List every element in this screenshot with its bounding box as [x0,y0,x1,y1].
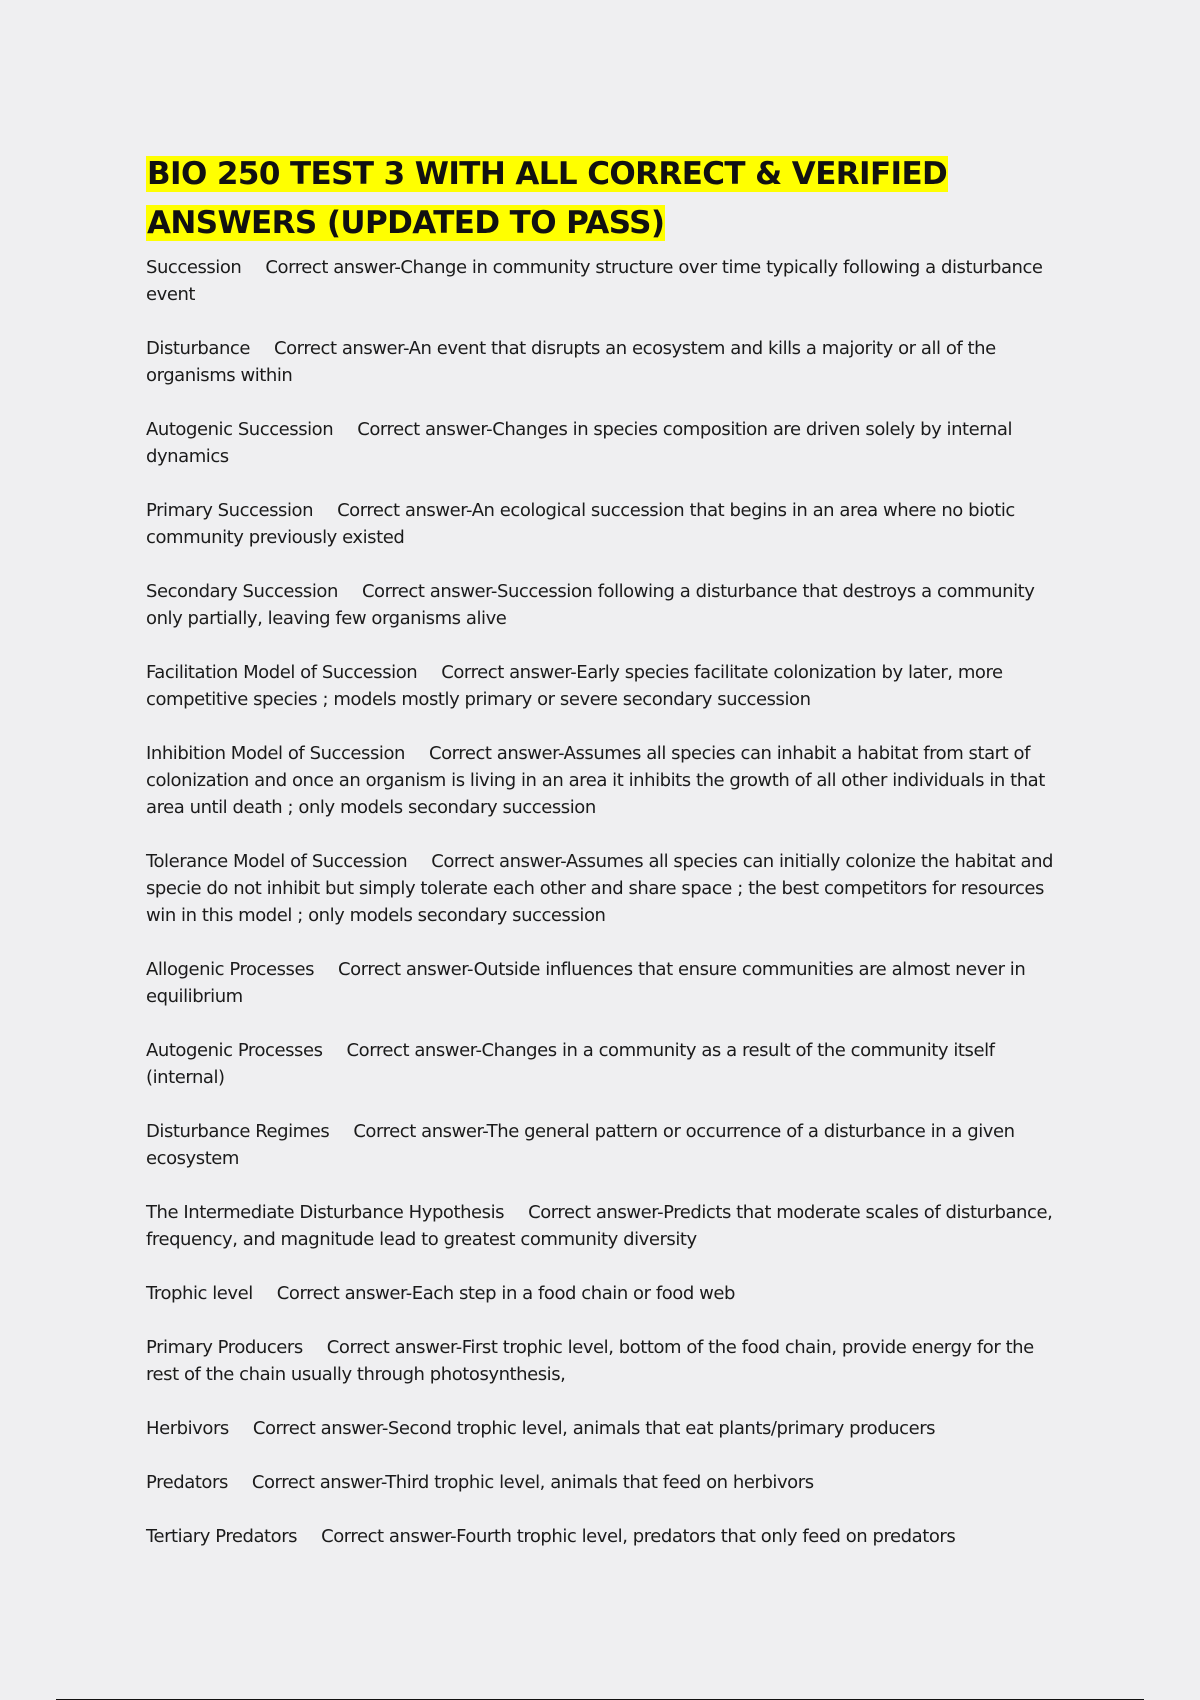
qa-term: Facilitation Model of Succession [146,662,418,683]
qa-entry [146,1199,1066,1253]
qa-term: Predators [146,1472,228,1493]
qa-answer: Correct answer-An ecological succession that begins in an area where no biotic community previously existed [146,500,1015,548]
qa-term: Secondary Succession [146,581,338,602]
qa-term: Inhibition Model of Succession [146,743,405,764]
qa-list [146,254,1066,1550]
qa-term: Disturbance [146,338,250,359]
qa-term: Allogenic Processes [146,959,315,980]
qa-answer: Correct answer-Fourth trophic level, predators that only feed on predators [321,1526,956,1547]
qa-term: Autogenic Succession [146,419,334,440]
qa-entry [146,335,1066,389]
qa-entry [146,1523,1066,1550]
qa-answer: Correct answer-The general pattern or occurrence of a disturbance in a given ecosystem [146,1121,1015,1169]
qa-entry [146,848,1066,929]
qa-term: Autogenic Processes [146,1040,323,1061]
qa-answer: Correct answer-Second trophic level, animals that eat plants/primary producers [252,1418,936,1439]
qa-term: The Intermediate Disturbance Hypothesis [146,1202,505,1223]
qa-entry [146,1037,1066,1091]
qa-answer: Correct answer-Changes in a community as a result of the community itself (internal) [146,1040,995,1088]
qa-entry [146,659,1066,713]
qa-entry [146,956,1066,1010]
qa-answer: Correct answer-Succession following a disturbance that destroys a community only partially, leaving few organisms alive [146,581,1035,629]
document-title [146,150,1066,248]
qa-entry [146,1469,1066,1496]
qa-answer: Correct answer-Each step in a food chain or food web [276,1283,735,1304]
qa-term: Tolerance Model of Succession [146,851,408,872]
qa-answer: Correct answer-Changes in species composition are driven solely by internal dynamics [146,419,1013,467]
qa-term: Primary Producers [146,1337,303,1358]
qa-answer: Correct answer-An event that disrupts an ecosystem and kills a majority or all of the organisms within [146,338,996,386]
qa-entry [146,578,1066,632]
qa-entry [146,1118,1066,1172]
qa-entry [146,1415,1066,1442]
qa-term: Herbivors [146,1418,229,1439]
title-highlight: BIO 250 TEST 3 WITH ALL CORRECT & VERIFIED ANSWERS (UPDATED TO PASS) [147,156,948,241]
qa-entry [146,254,1066,308]
document-body [146,150,1066,1577]
qa-entry [146,416,1066,470]
qa-term: Trophic level [146,1283,253,1304]
qa-answer: Correct answer-Outside influences that ensure communities are almost never in equilibrium [146,959,1026,1007]
qa-answer: Correct answer-Predicts that moderate scales of disturbance, frequency, and magnitude lead to greatest community diversity [146,1202,1053,1250]
qa-entry [146,1280,1066,1307]
qa-entry [146,1334,1066,1388]
qa-term: Succession [146,257,242,278]
qa-term: Primary Succession [146,500,314,521]
qa-term: Disturbance Regimes [146,1121,330,1142]
qa-answer: Correct answer-Assumes all species can initially colonize the habitat and specie do not inhibit but simply tolerate each other and share space ; the best competitors for resources win in this model ; only models secondary succession [146,851,1054,926]
qa-answer: Correct answer-Change in community structure over time typically following a disturbance event [146,257,1043,305]
qa-entry [146,497,1066,551]
qa-answer: Correct answer-First trophic level, bottom of the food chain, provide energy for the rest of the chain usually through photosynthesis, [146,1337,1034,1385]
qa-term: Tertiary Predators [146,1526,298,1547]
qa-answer: Correct answer-Third trophic level, animals that feed on herbivors [251,1472,814,1493]
qa-entry [146,740,1066,821]
qa-answer: Correct answer-Early species facilitate colonization by later, more competitive species ; models mostly primary or severe secondary succession [146,662,1003,710]
qa-answer: Correct answer-Assumes all species can inhabit a habitat from start of colonization and once an organism is living in an area it inhibits the growth of all other individuals in that area until death ; only models secondary succession [146,743,1045,818]
